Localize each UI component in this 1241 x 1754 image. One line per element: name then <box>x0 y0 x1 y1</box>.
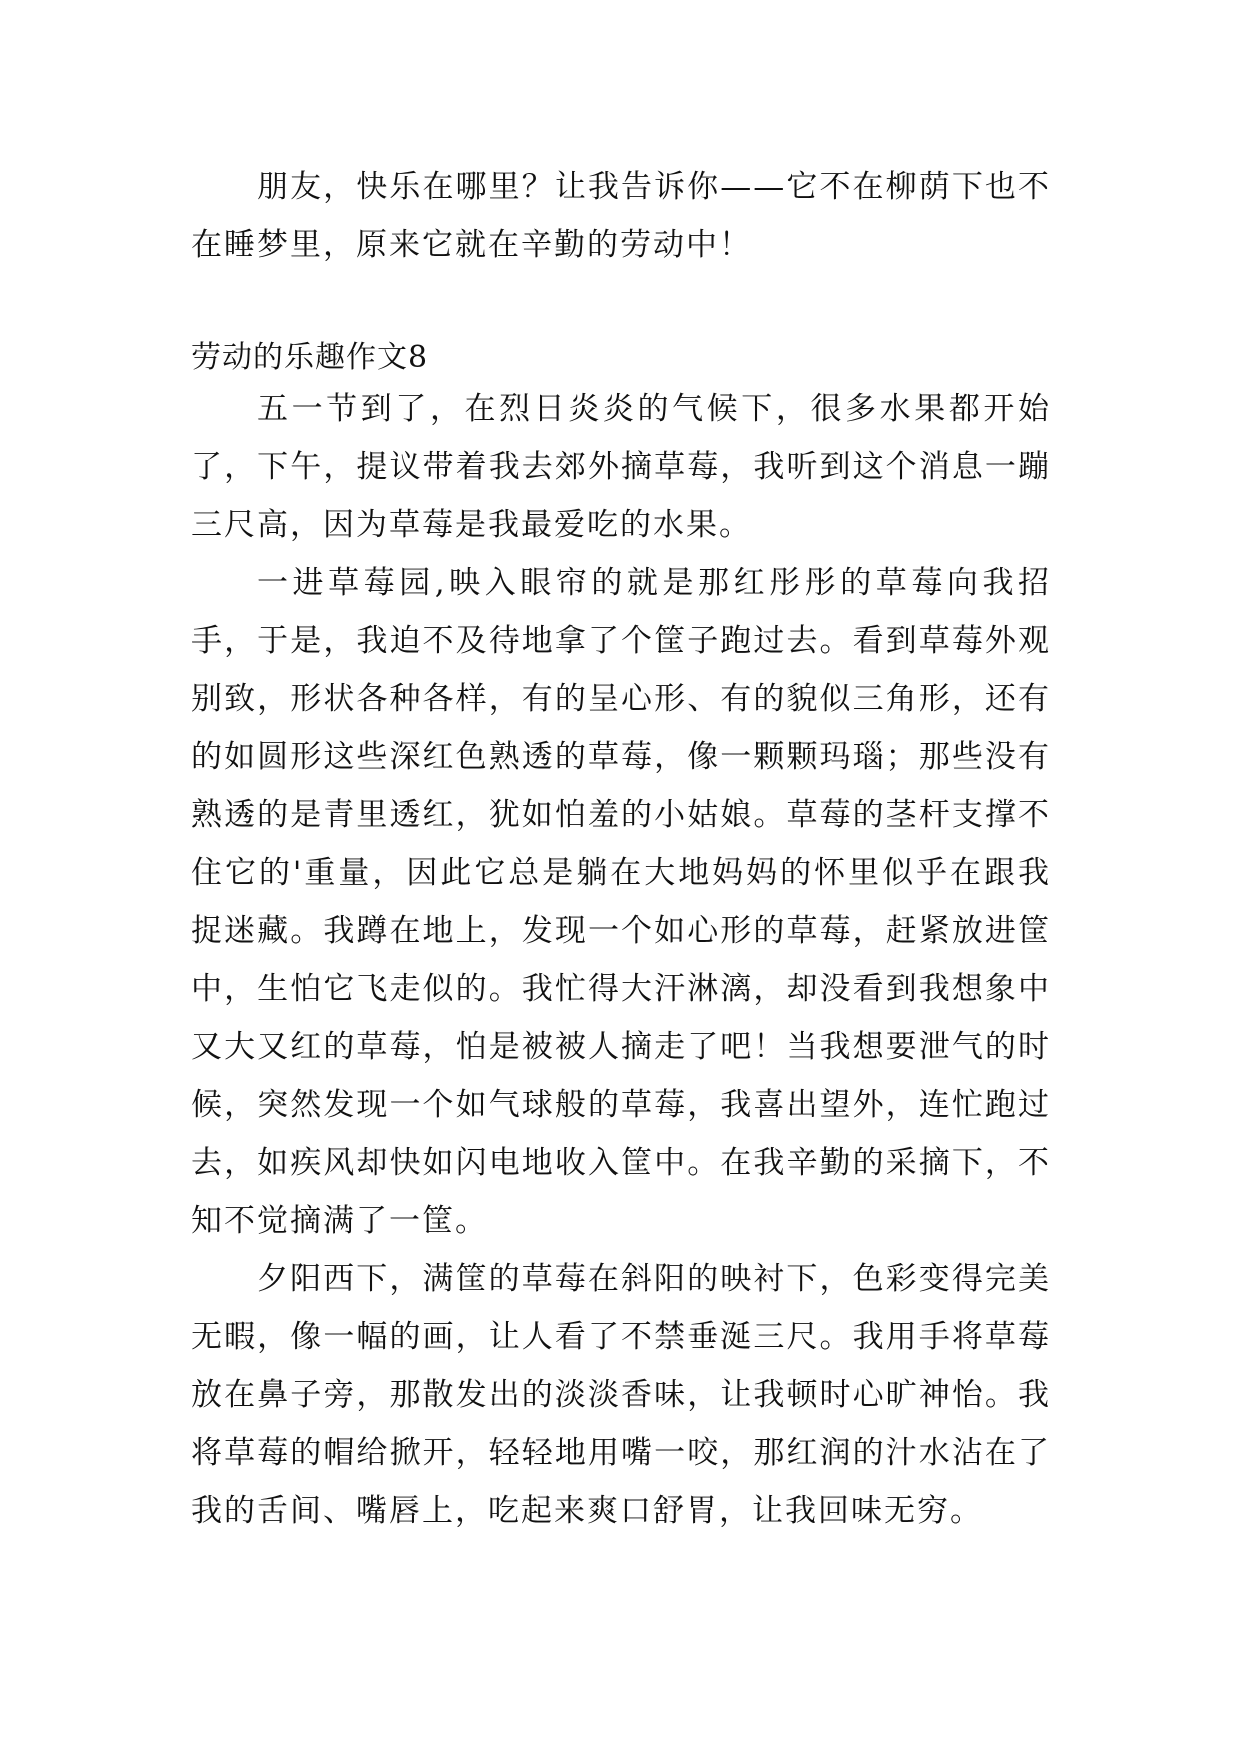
paragraph-3: 夕阳西下，满筐的草莓在斜阳的映衬下，色彩变得完美无暇，像一幅的画，让人看了不禁垂涎三尺。我用手将草莓放在鼻子旁，那散发出的淡淡香味，让我顿时心旷神怡。我将草莓的帽给掀开，轻轻地用嘴一咬，那红润的汁水沾在了我的舌间、嘴唇上，吃起来爽口舒胃，让我回味无穷。 <box>191 1261 1051 1529</box>
paragraph-2: 一进草莓园,映入眼帘的就是那红彤彤的草莓向我招手，于是，我迫不及待地拿了个筐子跑过去。看到草莓外观别致，形状各种各样，有的呈心形、有的貌似三角形，还有的如圆形这些深红色熟透的草莓，像一颗颗玛瑙；那些没有熟透的是青里透红，犹如怕羞的小姑娘。草莓的茎杆支撑不住它的'重量，因此它总是躺在大地妈妈的怀里似乎在跟我捉迷藏。我蹲在地上，发现一个如心形的草莓，赶紧放进筐中，生怕它飞走似的。我忙得大汗淋漓，却没看到我想象中又大又红的草莓，怕是被被人摘走了吧！当我想要泄气的时候，突然发现一个如气球般的草莓，我喜出望外，连忙跑过去，如疾风却快如闪电地收入筐中。在我辛勤的采摘下，不知不觉摘满了一筐。 <box>191 565 1051 1239</box>
intro-paragraph: 朋友，快乐在哪里？让我告诉你——它不在柳荫下也不在睡梦里，原来它就在辛勤的劳动中！ <box>191 169 1051 263</box>
document-body <box>191 158 1051 1540</box>
section-title: 劳动的乐趣作文8 <box>191 340 429 375</box>
paragraph-1: 五一节到了，在烈日炎炎的气候下，很多水果都开始了，下午，提议带着我去郊外摘草莓，我听到这个消息一蹦三尺高，因为草莓是我最爱吃的水果。 <box>191 391 1051 543</box>
